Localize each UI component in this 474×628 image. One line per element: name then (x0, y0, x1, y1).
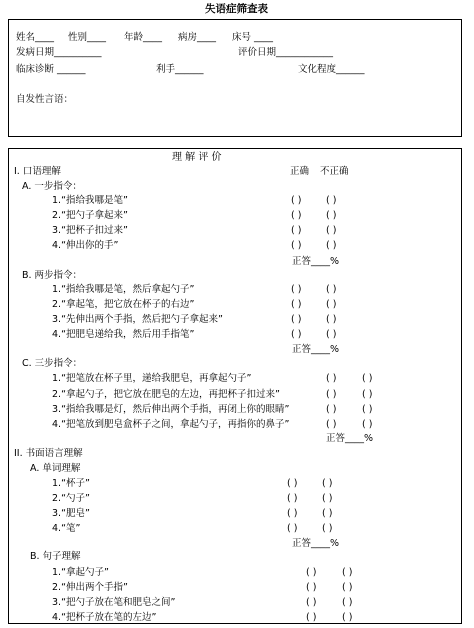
handedness-field[interactable]: 利手______ (156, 64, 204, 75)
correct-checkbox[interactable]: ( ) (287, 523, 298, 534)
list-item: 4.“把杯子放在笔的左边” (52, 612, 157, 623)
spontaneous-speech-label: 自发性言语： (16, 94, 74, 105)
list-item: 2.“伸出两个手指” (52, 582, 128, 593)
two-step-title: B. 两步指令： (22, 270, 83, 281)
correct-checkbox[interactable]: ( ) (291, 195, 302, 206)
correct-checkbox[interactable]: ( ) (291, 314, 302, 325)
sentence-comprehension-title: B. 句子理解 (30, 551, 81, 562)
score-field[interactable]: 正答____% (292, 344, 340, 355)
incorrect-checkbox[interactable]: ( ) (342, 612, 353, 623)
correct-checkbox[interactable]: ( ) (291, 329, 302, 340)
oral-comprehension-title: I. 口语理解 (14, 166, 61, 177)
age-field[interactable]: 年龄____ (124, 32, 163, 43)
score-field[interactable]: 正答____% (292, 256, 340, 267)
incorrect-checkbox[interactable]: ( ) (322, 493, 333, 504)
list-item: 1.“拿起勺子” (52, 567, 109, 578)
incorrect-checkbox[interactable]: ( ) (326, 284, 337, 295)
incorrect-checkbox[interactable]: ( ) (326, 314, 337, 325)
list-item: 4.“笔” (52, 523, 81, 534)
correct-checkbox[interactable]: ( ) (287, 493, 298, 504)
list-item: 3.“把勺子放在笔和肥皂之间” (52, 597, 176, 608)
correct-checkbox[interactable]: ( ) (326, 389, 337, 400)
correct-checkbox[interactable]: ( ) (291, 210, 302, 221)
list-item: 2.“拿起笔，把它放在杯子的右边” (52, 299, 195, 310)
correct-checkbox[interactable]: ( ) (306, 597, 317, 608)
correct-checkbox[interactable]: ( ) (291, 284, 302, 295)
incorrect-checkbox[interactable]: ( ) (362, 389, 373, 400)
incorrect-checkbox[interactable]: ( ) (342, 567, 353, 578)
incorrect-checkbox[interactable]: ( ) (326, 240, 337, 251)
list-item: 3.“指给我哪是灯，然后伸出两个手指，再闭上你的眼睛” (52, 404, 290, 415)
three-step-title: C. 三步指令： (22, 358, 83, 369)
diagnosis-field[interactable]: 临床诊断 ______ (16, 64, 86, 75)
list-item: 3.“先伸出两个手指，然后把勺子拿起来” (52, 314, 223, 325)
score-field[interactable]: 正答____% (292, 538, 340, 549)
correct-checkbox[interactable]: ( ) (291, 299, 302, 310)
list-item: 2.“勺子” (52, 493, 90, 504)
sex-field[interactable]: 性别____ (68, 32, 107, 43)
correct-checkbox[interactable]: ( ) (306, 612, 317, 623)
correct-checkbox[interactable]: ( ) (291, 225, 302, 236)
incorrect-checkbox[interactable]: ( ) (342, 582, 353, 593)
incorrect-checkbox[interactable]: ( ) (326, 299, 337, 310)
doc-title: 失语症筛查表 (205, 3, 268, 15)
correct-checkbox[interactable]: ( ) (326, 419, 337, 430)
list-item: 1.“把笔放在杯子里，递给我肥皂，再拿起勺子” (52, 373, 252, 384)
written-comprehension-title: II. 书面语言理解 (14, 448, 83, 459)
incorrect-checkbox[interactable]: ( ) (326, 225, 337, 236)
list-item: 4.“把笔放到肥皂盒杯子之间，拿起勺子，再指你的鼻子” (52, 419, 290, 430)
word-comprehension-title: A. 单词理解 (30, 463, 81, 474)
list-item: 1.“杯子” (52, 478, 90, 489)
incorrect-checkbox[interactable]: ( ) (322, 508, 333, 519)
correct-checkbox[interactable]: ( ) (291, 240, 302, 251)
incorrect-checkbox[interactable]: ( ) (362, 404, 373, 415)
incorrect-checkbox[interactable]: ( ) (326, 210, 337, 221)
list-item: 4.“伸出你的手” (52, 240, 119, 251)
list-item: 3.“肥皂” (52, 508, 90, 519)
incorrect-checkbox[interactable]: ( ) (322, 478, 333, 489)
incorrect-checkbox[interactable]: ( ) (326, 329, 337, 340)
correct-header: 正确 (290, 166, 310, 177)
incorrect-header: 不正确 (320, 166, 349, 177)
incorrect-checkbox[interactable]: ( ) (362, 373, 373, 384)
list-item: 3.“把杯子扣过来” (52, 225, 128, 236)
correct-checkbox[interactable]: ( ) (326, 373, 337, 384)
list-item: 2.“把勺子拿起来” (52, 210, 128, 221)
education-field[interactable]: 文化程度______ (298, 64, 365, 75)
incorrect-checkbox[interactable]: ( ) (342, 597, 353, 608)
onset-date-field[interactable]: 发病日期__________ (16, 47, 102, 58)
score-field[interactable]: 正答____% (326, 433, 374, 444)
correct-checkbox[interactable]: ( ) (326, 404, 337, 415)
correct-checkbox[interactable]: ( ) (287, 478, 298, 489)
name-field[interactable]: 姓名____ (16, 32, 55, 43)
one-step-title: A. 一步指令： (22, 181, 82, 192)
eval-date-field[interactable]: 评价日期____________ (238, 47, 334, 58)
section-title: 理 解 评 价 (172, 152, 222, 163)
list-item: 2.“拿起勺子，把它放在肥皂的左边，再把杯子扣过来” (52, 389, 280, 400)
incorrect-checkbox[interactable]: ( ) (322, 523, 333, 534)
correct-checkbox[interactable]: ( ) (306, 567, 317, 578)
bed-field[interactable]: 床号 ____ (232, 32, 274, 43)
correct-checkbox[interactable]: ( ) (306, 582, 317, 593)
list-item: 1.“指给我哪是笔” (52, 195, 128, 206)
incorrect-checkbox[interactable]: ( ) (326, 195, 337, 206)
ward-field[interactable]: 病房____ (178, 32, 217, 43)
incorrect-checkbox[interactable]: ( ) (362, 419, 373, 430)
list-item: 4.“把肥皂递给我，然后用手指笔” (52, 329, 195, 340)
list-item: 1.“指给我哪是笔，然后拿起勺子” (52, 284, 195, 295)
correct-checkbox[interactable]: ( ) (287, 508, 298, 519)
